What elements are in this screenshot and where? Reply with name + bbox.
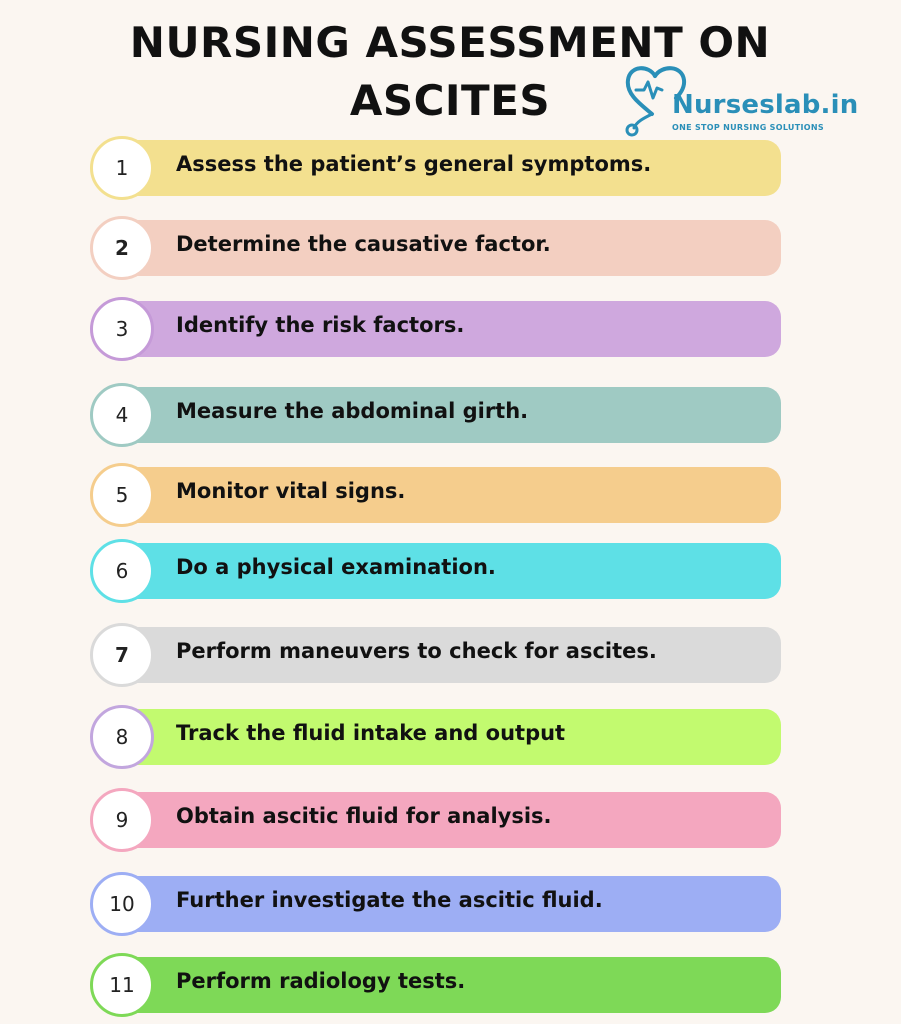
item-text: Obtain ascitic fluid for analysis. [176, 804, 552, 828]
item-number-badge: 6 [90, 539, 154, 603]
item-text: Monitor vital signs. [176, 479, 406, 503]
item-text: Assess the patient’s general symptoms. [176, 152, 652, 176]
list-item [90, 623, 781, 685]
item-number-badge: 10 [90, 872, 154, 936]
list-item [90, 872, 781, 934]
item-number-badge: 7 [90, 623, 154, 687]
item-text: Identify the risk factors. [176, 313, 465, 337]
list-item [90, 297, 781, 359]
item-number-badge: 8 [90, 705, 154, 769]
list-item [90, 953, 781, 1015]
list-item [90, 136, 781, 198]
list-item [90, 216, 781, 278]
logo-tagline: ONE STOP NURSING SOLUTIONS [672, 123, 824, 132]
item-number-badge: 2 [90, 216, 154, 280]
item-number-badge: 4 [90, 383, 154, 447]
page-title-line-1: NURSING ASSESSMENT ON [129, 18, 771, 67]
list-item [90, 463, 781, 525]
item-text: Measure the abdominal girth. [176, 399, 529, 423]
logo-name: Nurseslab.in [672, 90, 859, 120]
item-text: Further investigate the ascitic fluid. [176, 888, 603, 912]
list-item [90, 383, 781, 445]
item-number-badge: 5 [90, 463, 154, 527]
item-number-badge: 1 [90, 136, 154, 200]
page-title-line-2: ASCITES [349, 76, 551, 125]
item-text: Track the fluid intake and output [176, 721, 566, 745]
item-text: Determine the causative factor. [176, 232, 551, 256]
item-number-badge: 3 [90, 297, 154, 361]
item-text: Do a physical examination. [176, 555, 496, 579]
list-item [90, 705, 781, 767]
item-text: Perform maneuvers to check for ascites. [176, 639, 657, 663]
item-number-badge: 9 [90, 788, 154, 852]
list-item [90, 788, 781, 850]
list-item [90, 539, 781, 601]
item-text: Perform radiology tests. [176, 969, 466, 993]
item-number-badge: 11 [90, 953, 154, 1017]
